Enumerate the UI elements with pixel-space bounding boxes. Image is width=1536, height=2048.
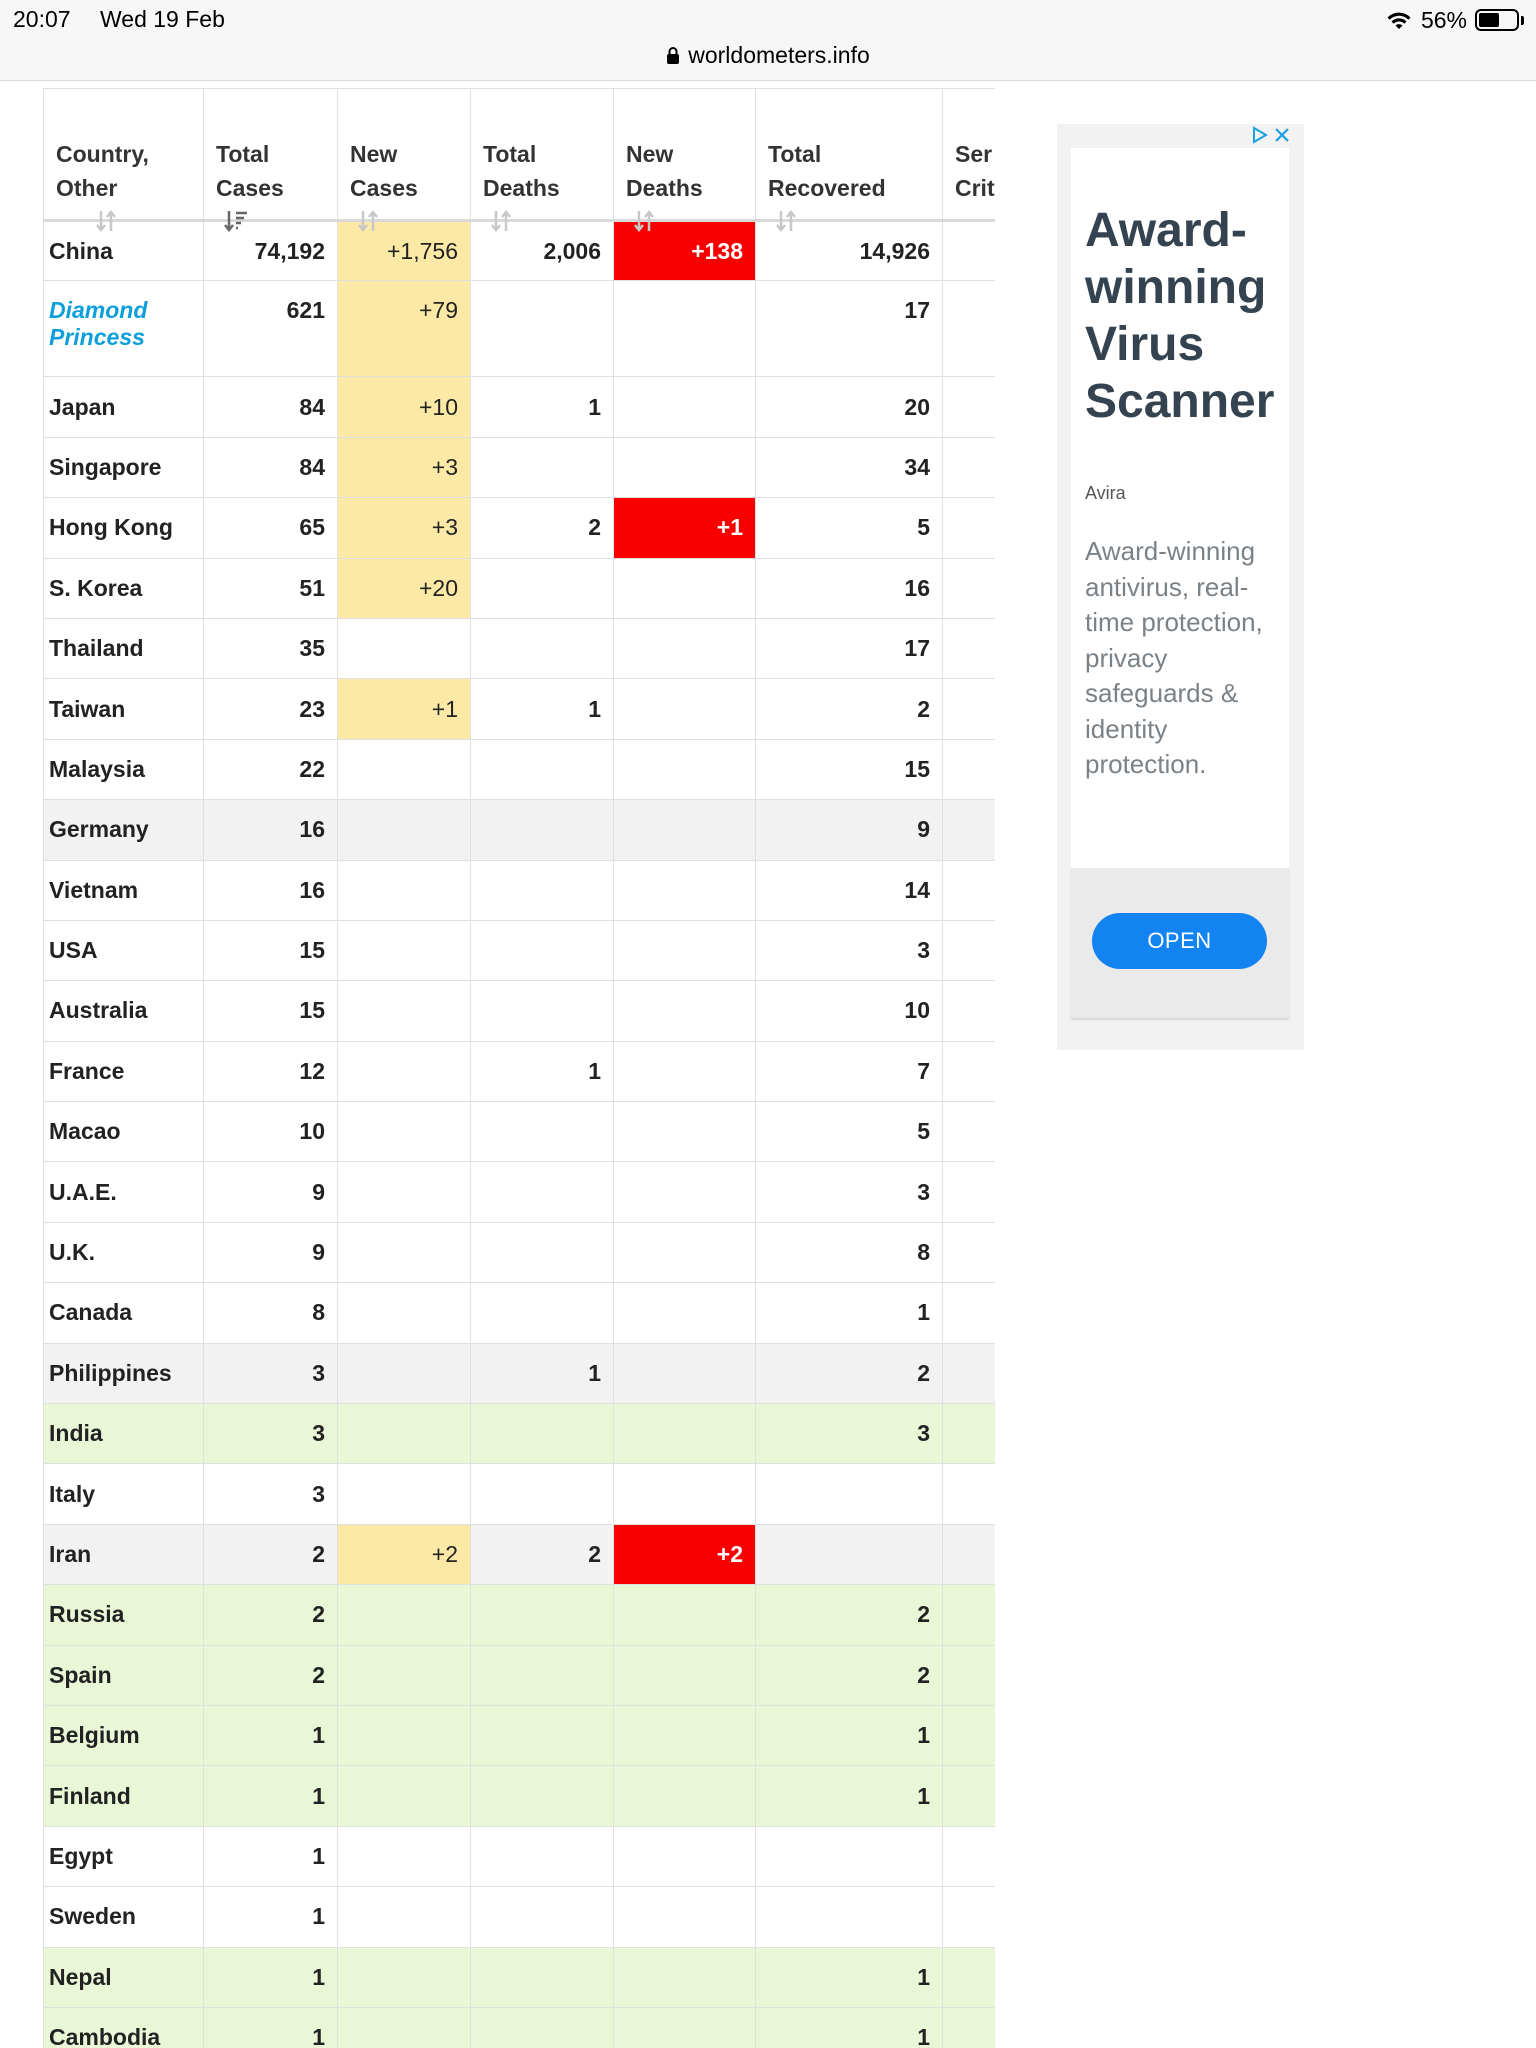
total-cases-cell: 84 bbox=[204, 377, 338, 437]
table-row-hong-kong bbox=[44, 498, 996, 558]
serious-critical-cell bbox=[943, 1947, 996, 2007]
new-cases-cell bbox=[338, 1162, 471, 1222]
serious-critical-cell bbox=[943, 1343, 996, 1403]
serious-critical-cell bbox=[943, 1524, 996, 1584]
address-bar[interactable] bbox=[0, 38, 1536, 72]
total-deaths-cell bbox=[471, 618, 614, 678]
status-date: Wed 19 Feb bbox=[100, 6, 225, 32]
total-deaths-cell bbox=[471, 437, 614, 497]
new-deaths-cell bbox=[614, 1766, 756, 1826]
status-time: 20:07 bbox=[13, 6, 71, 32]
total-cases-cell: 3 bbox=[204, 1464, 338, 1524]
new-deaths-cell bbox=[614, 1283, 756, 1343]
table-row-diamond-princess bbox=[44, 281, 996, 377]
total-cases-cell: 15 bbox=[204, 981, 338, 1041]
total-cases-cell: 621 bbox=[204, 281, 338, 377]
total-recovered-cell: 3 bbox=[756, 1162, 943, 1222]
new-cases-cell bbox=[338, 920, 471, 980]
total-recovered-cell: 17 bbox=[756, 281, 943, 377]
serious-critical-cell bbox=[943, 221, 996, 281]
total-deaths-cell: 1 bbox=[471, 1041, 614, 1101]
total-cases-cell: 3 bbox=[204, 1343, 338, 1403]
country-cell: China bbox=[44, 221, 204, 281]
table-row-australia bbox=[44, 981, 996, 1041]
new-deaths-cell bbox=[614, 1887, 756, 1947]
total-deaths-cell bbox=[471, 281, 614, 377]
country-cell: Hong Kong bbox=[44, 498, 204, 558]
total-cases-cell: 1 bbox=[204, 2007, 338, 2048]
header-serious-critical[interactable]: Ser Crit bbox=[943, 89, 996, 221]
total-recovered-cell: 5 bbox=[756, 1102, 943, 1162]
serious-critical-cell bbox=[943, 1041, 996, 1101]
table-row-belgium bbox=[44, 1705, 996, 1765]
ad-footer bbox=[1071, 868, 1289, 1018]
total-deaths-cell: 2 bbox=[471, 1524, 614, 1584]
serious-critical-cell bbox=[943, 1404, 996, 1464]
new-deaths-cell bbox=[614, 281, 756, 377]
new-cases-cell bbox=[338, 1585, 471, 1645]
country-cell: S. Korea bbox=[44, 558, 204, 618]
serious-critical-cell bbox=[943, 558, 996, 618]
total-recovered-cell bbox=[756, 1826, 943, 1886]
header-country[interactable]: Country, Other bbox=[44, 89, 204, 221]
new-deaths-cell bbox=[614, 618, 756, 678]
total-recovered-cell bbox=[756, 1524, 943, 1584]
close-icon[interactable] bbox=[1274, 126, 1290, 144]
table-row-spain bbox=[44, 1645, 996, 1705]
table-header-row bbox=[44, 89, 996, 221]
header-new-cases[interactable]: New Cases bbox=[338, 89, 471, 221]
total-cases-cell: 16 bbox=[204, 800, 338, 860]
new-cases-cell bbox=[338, 1283, 471, 1343]
serious-critical-cell bbox=[943, 1222, 996, 1282]
wifi-icon bbox=[1385, 9, 1413, 31]
total-cases-cell: 10 bbox=[204, 1102, 338, 1162]
serious-critical-cell bbox=[943, 800, 996, 860]
new-cases-cell bbox=[338, 739, 471, 799]
total-cases-cell: 12 bbox=[204, 1041, 338, 1101]
total-deaths-cell bbox=[471, 920, 614, 980]
country-cell: Germany bbox=[44, 800, 204, 860]
new-cases-cell bbox=[338, 1645, 471, 1705]
total-recovered-cell: 15 bbox=[756, 739, 943, 799]
country-cell: France bbox=[44, 1041, 204, 1101]
new-deaths-cell bbox=[614, 800, 756, 860]
new-deaths-cell bbox=[614, 1645, 756, 1705]
country-cell: Malaysia bbox=[44, 739, 204, 799]
table-row-india bbox=[44, 1404, 996, 1464]
new-deaths-cell bbox=[614, 981, 756, 1041]
table-row-japan bbox=[44, 377, 996, 437]
new-deaths-cell: +2 bbox=[614, 1524, 756, 1584]
new-deaths-cell bbox=[614, 2007, 756, 2048]
serious-critical-cell bbox=[943, 1705, 996, 1765]
status-bar bbox=[0, 0, 1536, 81]
new-deaths-cell bbox=[614, 377, 756, 437]
ad-title[interactable]: Award-winning Virus Scanner bbox=[1085, 204, 1275, 428]
total-recovered-cell: 2 bbox=[756, 1343, 943, 1403]
new-deaths-cell bbox=[614, 739, 756, 799]
table-row-usa bbox=[44, 920, 996, 980]
total-cases-cell: 84 bbox=[204, 437, 338, 497]
table-row-cambodia bbox=[44, 2007, 996, 2048]
total-cases-cell: 1 bbox=[204, 1947, 338, 2007]
new-cases-cell bbox=[338, 1887, 471, 1947]
total-cases-cell: 65 bbox=[204, 498, 338, 558]
new-cases-cell: +3 bbox=[338, 498, 471, 558]
new-cases-cell: +2 bbox=[338, 1524, 471, 1584]
header-new-deaths[interactable]: New Deaths bbox=[614, 89, 756, 221]
country-cell: Macao bbox=[44, 1102, 204, 1162]
total-deaths-cell bbox=[471, 739, 614, 799]
header-total-deaths[interactable]: Total Deaths bbox=[471, 89, 614, 221]
ad-info-icon[interactable] bbox=[1252, 126, 1268, 144]
new-cases-cell bbox=[338, 800, 471, 860]
table-row-egypt bbox=[44, 1826, 996, 1886]
total-recovered-cell: 8 bbox=[756, 1222, 943, 1282]
total-cases-cell: 8 bbox=[204, 1283, 338, 1343]
sort-icon bbox=[634, 209, 654, 233]
ad-open-button[interactable]: OPEN bbox=[1092, 913, 1267, 969]
country-cell: Sweden bbox=[44, 1887, 204, 1947]
new-deaths-cell bbox=[614, 1222, 756, 1282]
serious-critical-cell bbox=[943, 1766, 996, 1826]
new-cases-cell bbox=[338, 860, 471, 920]
ad-description: Award-winning antivirus, real-time protection, privacy safeguards & identity protection. bbox=[1085, 536, 1263, 779]
total-recovered-cell: 2 bbox=[756, 1585, 943, 1645]
new-deaths-cell bbox=[614, 1947, 756, 2007]
total-cases-cell: 1 bbox=[204, 1887, 338, 1947]
new-cases-cell bbox=[338, 1404, 471, 1464]
new-deaths-cell bbox=[614, 437, 756, 497]
table-row-thailand bbox=[44, 618, 996, 678]
serious-critical-cell bbox=[943, 498, 996, 558]
url-text: worldometers.info bbox=[688, 41, 870, 68]
table-row-philippines bbox=[44, 1343, 996, 1403]
total-deaths-cell bbox=[471, 1947, 614, 2007]
serious-critical-cell bbox=[943, 1162, 996, 1222]
total-cases-cell: 2 bbox=[204, 1524, 338, 1584]
total-recovered-cell: 14,926 bbox=[756, 221, 943, 281]
table-row-france bbox=[44, 1041, 996, 1101]
serious-critical-cell bbox=[943, 920, 996, 980]
total-deaths-cell bbox=[471, 1585, 614, 1645]
serious-critical-cell bbox=[943, 1585, 996, 1645]
battery-percent: 56% bbox=[1420, 6, 1467, 33]
new-deaths-cell bbox=[614, 1826, 756, 1886]
table-row-italy bbox=[44, 1464, 996, 1524]
total-deaths-cell bbox=[471, 1102, 614, 1162]
new-cases-cell bbox=[338, 1343, 471, 1403]
header-total-recovered[interactable]: Total Recovered bbox=[756, 89, 943, 221]
country-cell: Egypt bbox=[44, 1826, 204, 1886]
total-recovered-cell: 1 bbox=[756, 2007, 943, 2048]
serious-critical-cell bbox=[943, 860, 996, 920]
country-cell: Philippines bbox=[44, 1343, 204, 1403]
table-row-vietnam bbox=[44, 860, 996, 920]
total-recovered-cell bbox=[756, 1464, 943, 1524]
new-deaths-cell bbox=[614, 1041, 756, 1101]
sort-desc-icon bbox=[224, 209, 248, 233]
total-cases-cell: 51 bbox=[204, 558, 338, 618]
total-deaths-cell bbox=[471, 1404, 614, 1464]
total-cases-cell: 1 bbox=[204, 1826, 338, 1886]
total-deaths-cell bbox=[471, 558, 614, 618]
country-cell: Russia bbox=[44, 1585, 204, 1645]
country-cell: Italy bbox=[44, 1464, 204, 1524]
country-cell: Canada bbox=[44, 1283, 204, 1343]
country-cell: India bbox=[44, 1404, 204, 1464]
serious-critical-cell bbox=[943, 739, 996, 799]
country-cell: Nepal bbox=[44, 1947, 204, 2007]
table-row-germany bbox=[44, 800, 996, 860]
new-deaths-cell bbox=[614, 920, 756, 980]
country-cell: Japan bbox=[44, 377, 204, 437]
new-cases-cell bbox=[338, 618, 471, 678]
battery-nub bbox=[1521, 16, 1524, 25]
table-row-malaysia bbox=[44, 739, 996, 799]
total-deaths-cell bbox=[471, 981, 614, 1041]
ad-card[interactable] bbox=[1071, 148, 1289, 868]
total-deaths-cell bbox=[471, 1222, 614, 1282]
total-deaths-cell: 1 bbox=[471, 679, 614, 739]
total-deaths-cell bbox=[471, 1826, 614, 1886]
table-row-russia bbox=[44, 1585, 996, 1645]
serious-critical-cell bbox=[943, 1887, 996, 1947]
total-deaths-cell bbox=[471, 860, 614, 920]
table-row-uk bbox=[44, 1222, 996, 1282]
serious-critical-cell bbox=[943, 377, 996, 437]
total-recovered-cell: 3 bbox=[756, 1404, 943, 1464]
total-deaths-cell bbox=[471, 1766, 614, 1826]
new-cases-cell bbox=[338, 1041, 471, 1101]
serious-critical-cell bbox=[943, 2007, 996, 2048]
new-deaths-cell bbox=[614, 1102, 756, 1162]
table-row-macao bbox=[44, 1102, 996, 1162]
total-recovered-cell: 2 bbox=[756, 679, 943, 739]
new-deaths-cell bbox=[614, 860, 756, 920]
new-cases-cell bbox=[338, 1102, 471, 1162]
new-deaths-cell bbox=[614, 1162, 756, 1222]
sort-icon bbox=[358, 209, 378, 233]
serious-critical-cell bbox=[943, 1283, 996, 1343]
new-cases-cell: +20 bbox=[338, 558, 471, 618]
new-cases-cell bbox=[338, 2007, 471, 2048]
new-cases-cell bbox=[338, 1222, 471, 1282]
total-recovered-cell: 3 bbox=[756, 920, 943, 980]
table-row-nepal bbox=[44, 1947, 996, 2007]
new-deaths-cell bbox=[614, 1464, 756, 1524]
serious-critical-cell bbox=[943, 1645, 996, 1705]
new-deaths-cell bbox=[614, 679, 756, 739]
total-cases-cell: 15 bbox=[204, 920, 338, 980]
total-cases-cell: 35 bbox=[204, 618, 338, 678]
sort-icon bbox=[776, 209, 796, 233]
total-cases-cell: 1 bbox=[204, 1766, 338, 1826]
new-deaths-cell bbox=[614, 1585, 756, 1645]
total-cases-cell: 16 bbox=[204, 860, 338, 920]
country-cell: U.K. bbox=[44, 1222, 204, 1282]
country-cell: U.A.E. bbox=[44, 1162, 204, 1222]
total-cases-cell: 3 bbox=[204, 1404, 338, 1464]
new-deaths-cell bbox=[614, 558, 756, 618]
battery-icon bbox=[1475, 9, 1519, 31]
total-deaths-cell bbox=[471, 1283, 614, 1343]
table-row-s-korea bbox=[44, 558, 996, 618]
country-cell: Singapore bbox=[44, 437, 204, 497]
new-deaths-cell bbox=[614, 1404, 756, 1464]
new-cases-cell: +79 bbox=[338, 281, 471, 377]
country-cell: Taiwan bbox=[44, 679, 204, 739]
total-recovered-cell: 10 bbox=[756, 981, 943, 1041]
table-row-singapore bbox=[44, 437, 996, 497]
total-recovered-cell: 5 bbox=[756, 498, 943, 558]
header-total-cases[interactable]: Total Cases bbox=[204, 89, 338, 221]
country-cell: Australia bbox=[44, 981, 204, 1041]
table-row-canada bbox=[44, 1283, 996, 1343]
new-cases-cell bbox=[338, 1947, 471, 2007]
country-cell: Spain bbox=[44, 1645, 204, 1705]
total-cases-cell: 22 bbox=[204, 739, 338, 799]
new-deaths-cell bbox=[614, 1705, 756, 1765]
total-recovered-cell: 1 bbox=[756, 1283, 943, 1343]
new-cases-cell bbox=[338, 1826, 471, 1886]
new-deaths-cell: +1 bbox=[614, 498, 756, 558]
total-deaths-cell: 2 bbox=[471, 498, 614, 558]
total-recovered-cell: 2 bbox=[756, 1645, 943, 1705]
country-cell: Thailand bbox=[44, 618, 204, 678]
country-cell: Finland bbox=[44, 1766, 204, 1826]
coronavirus-cases-table bbox=[43, 88, 995, 2048]
total-deaths-cell bbox=[471, 1162, 614, 1222]
total-recovered-cell: 20 bbox=[756, 377, 943, 437]
total-deaths-cell: 2,006 bbox=[471, 221, 614, 281]
total-deaths-cell bbox=[471, 1887, 614, 1947]
ad-sponsor: Avira bbox=[1085, 483, 1126, 503]
total-cases-cell: 74,192 bbox=[204, 221, 338, 281]
country-cell: USA bbox=[44, 920, 204, 980]
ad-choices[interactable] bbox=[1252, 126, 1290, 144]
table-row-sweden bbox=[44, 1887, 996, 1947]
total-recovered-cell: 14 bbox=[756, 860, 943, 920]
new-cases-cell: +3 bbox=[338, 437, 471, 497]
new-cases-cell: +1,756 bbox=[338, 221, 471, 281]
serious-critical-cell bbox=[943, 437, 996, 497]
total-deaths-cell bbox=[471, 800, 614, 860]
serious-critical-cell bbox=[943, 1826, 996, 1886]
total-recovered-cell: 17 bbox=[756, 618, 943, 678]
total-cases-cell: 9 bbox=[204, 1162, 338, 1222]
serious-critical-cell bbox=[943, 1464, 996, 1524]
country-cell: Vietnam bbox=[44, 860, 204, 920]
table-row-finland bbox=[44, 1766, 996, 1826]
sort-icon bbox=[491, 209, 511, 233]
total-deaths-cell: 1 bbox=[471, 377, 614, 437]
serious-critical-cell bbox=[943, 679, 996, 739]
new-cases-cell bbox=[338, 1766, 471, 1826]
total-cases-cell: 2 bbox=[204, 1645, 338, 1705]
serious-critical-cell bbox=[943, 981, 996, 1041]
total-deaths-cell: 1 bbox=[471, 1343, 614, 1403]
serious-critical-cell bbox=[943, 618, 996, 678]
new-cases-cell bbox=[338, 1464, 471, 1524]
total-recovered-cell: 1 bbox=[756, 1766, 943, 1826]
new-cases-cell bbox=[338, 1705, 471, 1765]
lock-icon bbox=[666, 46, 680, 64]
total-cases-cell: 9 bbox=[204, 1222, 338, 1282]
country-cell bbox=[44, 281, 204, 377]
table-row-iran bbox=[44, 1524, 996, 1584]
total-recovered-cell: 16 bbox=[756, 558, 943, 618]
serious-critical-cell bbox=[943, 281, 996, 377]
total-recovered-cell: 7 bbox=[756, 1041, 943, 1101]
coronavirus-table-container[interactable] bbox=[43, 88, 995, 2048]
total-deaths-cell bbox=[471, 2007, 614, 2048]
total-deaths-cell bbox=[471, 1705, 614, 1765]
status-right bbox=[1385, 6, 1524, 34]
total-cases-cell: 2 bbox=[204, 1585, 338, 1645]
total-deaths-cell bbox=[471, 1464, 614, 1524]
country-cell: Cambodia bbox=[44, 2007, 204, 2048]
total-recovered-cell: 34 bbox=[756, 437, 943, 497]
country-cell: Belgium bbox=[44, 1705, 204, 1765]
sort-icon bbox=[96, 209, 116, 233]
table-row-taiwan bbox=[44, 679, 996, 739]
total-recovered-cell bbox=[756, 1887, 943, 1947]
new-cases-cell: +10 bbox=[338, 377, 471, 437]
country-cell: Iran bbox=[44, 1524, 204, 1584]
new-cases-cell bbox=[338, 981, 471, 1041]
total-recovered-cell: 1 bbox=[756, 1705, 943, 1765]
serious-critical-cell bbox=[943, 1102, 996, 1162]
country-link[interactable]: Diamond Princess bbox=[49, 297, 148, 351]
total-recovered-cell: 1 bbox=[756, 1947, 943, 2007]
total-recovered-cell: 9 bbox=[756, 800, 943, 860]
advertisement[interactable] bbox=[1057, 124, 1304, 1050]
table-row-uae bbox=[44, 1162, 996, 1222]
total-cases-cell: 1 bbox=[204, 1705, 338, 1765]
new-cases-cell: +1 bbox=[338, 679, 471, 739]
total-deaths-cell bbox=[471, 1645, 614, 1705]
total-cases-cell: 23 bbox=[204, 679, 338, 739]
new-deaths-cell: +138 bbox=[614, 221, 756, 281]
new-deaths-cell bbox=[614, 1343, 756, 1403]
